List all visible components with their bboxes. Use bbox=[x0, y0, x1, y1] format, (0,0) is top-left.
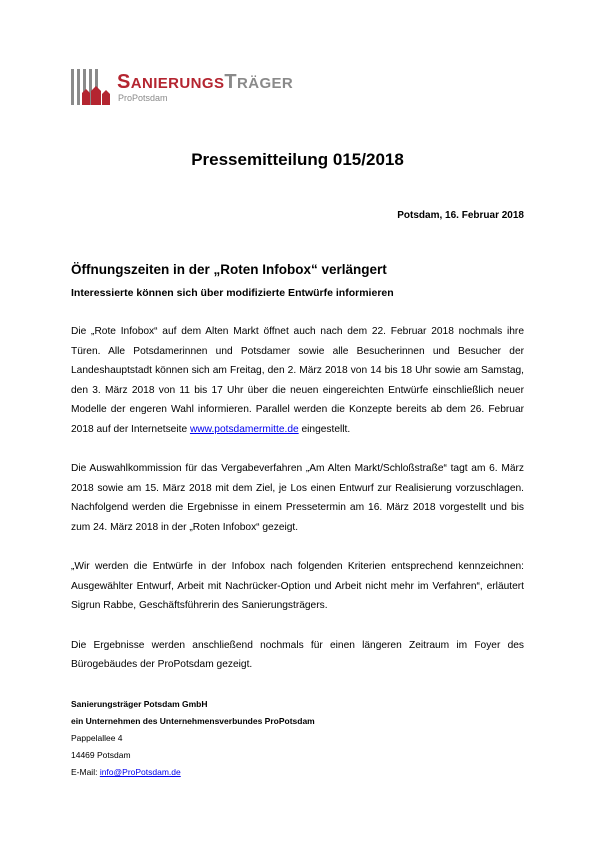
footer-city: 14469 Potsdam bbox=[71, 750, 131, 760]
paragraph-1: Die „Rote Infobox“ auf dem Alten Markt öffnet auch nach dem 22. Februar 2018 nochmals ihre Türen. Alle Potsdamerinnen und Potsdamer sowie alle Besucherinnen und Besucher der Landeshauptstadt können sich am Freitag, den 2. März 2018 von 14 bis 18 Uhr sowie am Samstag, den 3. März 2018 von 11 bis 17 Uhr über die neuen eingereichten Entwürfe einschließlich neuer Modelle der engeren Wahl informieren. Parallel werden die Konzepte bereits ab dem 26. Februar 2018 auf der Internetseite www.potsdamermitte.de eingestellt. bbox=[71, 326, 524, 435]
contact-footer bbox=[71, 696, 315, 781]
paragraph-3: „Wir werden die Entwürfe in der Infobox nach folgenden Kriterien entsprechend kennzeichnen: Ausgewählter Entwurf, Arbeit mit Nachrücker-Option und Arbeit nicht mehr im Verfahren“, erläutert Sigrun Rabbe, Geschäftsführerin des Sanierungsträgers. bbox=[71, 561, 524, 612]
press-release-body bbox=[71, 322, 524, 694]
headline: Öffnungszeiten in der „Roten Infobox“ verlängert bbox=[71, 262, 387, 277]
logo-mark-icon bbox=[71, 69, 115, 105]
dateline: Potsdam, 16. Februar 2018 bbox=[397, 210, 524, 221]
paragraph-2: Die Auswahlkommission für das Vergabeverfahren „Am Alten Markt/Schloßstraße“ tagt am 6. März 2018 sowie am 15. März 2018 mit dem Ziel, je Los einen Entwurf zur Realisierung vorzuschlagen. Nachfolgend werden die Ergebnisse in einem Pressetermin am 16. März 2018 vorgestellt und bis zum 24. März 2018 in der „Roten Infobox“ gezeigt. bbox=[71, 463, 524, 533]
footer-email-line: E-Mail: info@ProPotsdam.de bbox=[71, 767, 181, 777]
footer-company: Sanierungsträger Potsdam GmbH bbox=[71, 699, 208, 709]
footer-group: ein Unternehmen des Unternehmensverbundes ProPotsdam bbox=[71, 716, 315, 726]
subheadline: Interessierte können sich über modifizierte Entwürfe informieren bbox=[71, 287, 394, 299]
footer-street: Pappelallee 4 bbox=[71, 733, 123, 743]
website-link[interactable]: www.potsdamermitte.de bbox=[189, 423, 299, 435]
page-title: Pressemitteilung 015/2018 bbox=[191, 150, 404, 169]
company-logo bbox=[71, 69, 371, 109]
logo-wordmark: SANIERUNGSTRÄGER bbox=[117, 71, 294, 93]
email-link[interactable]: info@ProPotsdam.de bbox=[99, 767, 181, 777]
logo-subtitle: ProPotsdam bbox=[118, 93, 168, 103]
paragraph-4: Die Ergebnisse werden anschließend nochmals für einen längeren Zeitraum im Foyer des Bürogebäudes der ProPotsdam gezeigt. bbox=[71, 639, 524, 671]
